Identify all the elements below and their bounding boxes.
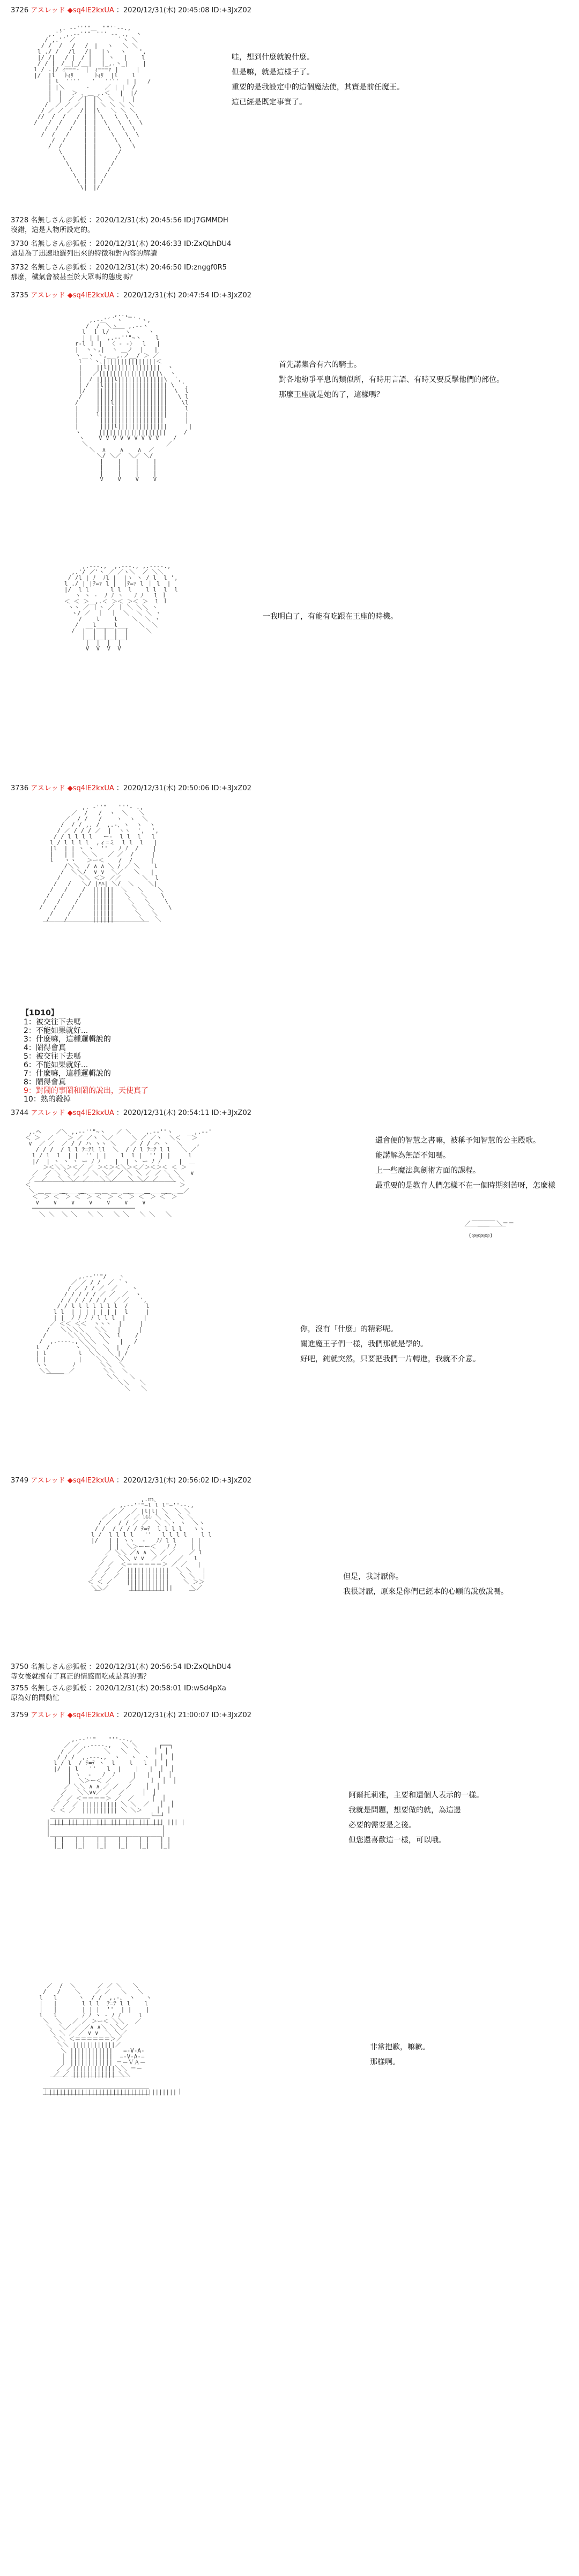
- ascii-art-figure: ,. -‐'''"￣￣""''‐-., ,.'´ ,.-‐''"￣"'' ‐- ., ヽ / ,.'´ ／ ｀ヽ ＼ / / / / / | ヽ ＼ ＼ l ./ / /l /| |ヽ ヽ ', |/ /| / | / | | ヽ | l / / | /＿|_/__| |_,.ヽ_| | l / .|/ ｨ===- | ｨ===ｧ | | |/ |l ﾄｨﾘ ﾄｨﾘ |l l | l '''' ' '''' | | / | |＼ ‐ ／ | | / | | ＞ ､_＿_,.＜ | |/ | | ／ ／| |＼ ＼ | | / ／ ／ ／ | | ＼ ＼ ＼ ＼ / ／ ／ ／ /| |\ ＼ ＼ ＼ // / / / | | \ \ \ \ / / / / | | \ \ \ \ / / / | | \ \ \ / / / | | \ \ \ / / | | \ \ / / | | \ \ \ | | / \ | | / \ | | / \ | | / \ | | / \ | | / \| |/: [34, 25, 151, 191]
- ascii-art-tank: ＿＿＿＿ ／ ＿＿ ＼＝＝ ￣￣￣￣￣￣￣ (◎◎◎◎◎): [464, 1215, 515, 1239]
- ascii-art-seated-figure: ,.-‐''"￣￣"''‐-., ／ ／ ,.-‐‐-., ＼ ＼ ┌──┐ / ／ ／ ＼ ＼ ＼ │ │ / / / ,.-‐-., ヽ ヽ ヽ │ │ l / l / ﾃ=ﾃ ヽ l l l │ │ |/ | l '' l | | | │ │ | ヽ ‐ ﾉ ﾉ | | │ │ | ＼＞ー＜ ／ ／ ｌ │ │ ／ ＼＼ ∧ ∧ ／ ／ ／ │ │ ／ ＼＼∨∨／ ／ ／ │ │ ／ ／ ＜＝＝＝＝＞ ／ ／ │ │ ／ ／ ／ |||||||||| ＼ ＼ ／ │ │ ＜ ＜ ／ |||||||||| ＼ ＼＞ │ │ ＿＿＿＿＿＿＿＿＿＿＿＿＿＿＿＿＿└──┘ | ||| ||| ||| ||| ||| ||| ||| ||| ||| | |￣￣￣￣￣￣￣￣￣￣￣￣￣￣￣￣￣￣￣| |＿＿＿＿＿＿＿＿＿＿＿＿＿＿＿＿＿＿＿| | | | | | | | | | | | | |_| |_| |_| |_| |_| |_|: [46, 1736, 185, 1849]
- vote-result: 9：對鬧的事鬧和鬧的說出，天使真了: [24, 1087, 149, 1095]
- ascii-art-profile: ,.-‐''"/￣￣ヽ ／ ／ / / ／ ｀ヽ / ／ / / ／ ／ ヽ / / / / / ／ ／ ／ ヽ / / / / / / / ／ ／ ', / / l l l l l l l / l l l | | | | | | | l | | | ﾉ ﾉ ﾉ ﾉ l l l | | ／ ＜＜ ＜＜ ヽヽヽ | | / ＼＼＼＼ ＼＼ | | / ＼＼＼＼ ＼＼ l / / ,.-‐‐-.,＼＼＼ ＼ | / l / ヽ ＼＼ ＼ | / | l l ＼＼ ＼ | / | | | ＼＼ ＼/ ヽヽ ﾉ ＼＼ ＼ ＼＼_____／ ＼＼ ＼ ￣￣￣ ＼＼ ＼ ＼＼ ＼ ＼ ＼: [35, 1274, 150, 1392]
- post-header: 3750 名無しさん＠狐板 ：2020/12/31(木) 20:56:54 ID:ZxQLhDU4: [11, 1663, 232, 1671]
- ascii-art-wizard: ,. ‐''"￣￣"''‐ ., ／ / / ヽ ＼ ＼ ／ / / / ヽ ヽ ＼ / / / ,. / ,.‐、ヽ ヽ ヽ / ／ / / / ／ | ヽヽ ', ', / / l l l l ー‐ l l l l l / l l l l ,ィ=ミ l l l | |l | | ヽ ヽ '' ﾉ ﾉ / | | | | ＼ ＼ ／ ／ / | l ヽヽ ＞ー＜ / / | /＼＼ / ∧ ∧ ＼ / ／ ＼ l / ＼＼/ ∨ ∨ ＼／ ＼ | / ＼＼ ＜＞ ／／ ＼ l / / ＼/ |ﾊﾊ| ＼/ ＼ ＼| / / / |||||| ＼ ＼ ＼ / / / |||||| ＼ ＼ \ / / / |||||| ＼ ＼ \ / / / |||||| ＼ ＼ \ / / |||||| ＼ ＼ / / |||||| ＼ ＼ ￣￣￣￣￣￣￣￣￣￣￣￣￣￣￣￣￣￣: [39, 804, 172, 928]
- post-header: 3759 アスレッド ◆sq4lE2kxUA ：2020/12/31(木) 21:00:07 ID:+3JxZ02: [11, 1711, 251, 1719]
- post-header: 3749 アスレッド ◆sq4lE2kxUA ：2020/12/31(木) 20:56:02 ID:+3JxZ02: [11, 1477, 251, 1485]
- ascii-art-robed-figure: ／ / ＼ ／ ／ ＼ ＼ / / ＼ ／ ／ ＼ ＼ l l ヽ / / ,.-、 ヽ ヽ | | l l l ﾃ=ﾃ l l l | | | | | '' | | | l l ﾉ ﾉ ヽ ‐ ﾉ ﾉ l ＼ ＼ ／ ／ ＞ー＜ ＼＼ ／ ＼ ＼／ ／ ／∧ ∧＼ ＼＼／ ＼ ＼ ／ ／ ∨ ∨ ＼ ＼／ ＼＼ ＜＝＝＝＝＝＝＞／ ＼＼ ||||||||||||／ ＼ |||||||||||| =-V-A- ｜ |||||||||||| =-V-A-= ｜ |||||||||||| ＝－ＶＡ－ ／ ／||||||||||||＼＼ ＝－ ／ ／ |||||||||||| ＼＼ ￣￣￣ ￣￣￣￣￣￣ ￣￣￣ ＿＿＿＿＿＿＿＿＿＿＿＿＿＿＿＿＿＿ ｜||||||||||||||||||||||||||||||||||||｜ ￣￣￣￣￣￣￣￣￣￣￣￣￣￣￣￣￣￣: [39, 1983, 183, 2101]
- ascii-art-group-scene: ,.ヘ ／＼ ,.-‐''"~ヽ ／ ＼ ,.-‐''ヽ __,.-‐' ＜ ＞ ／ ＞ ／ ／ヽ ＼／ ＼ ／ ／ヽ ＼＜ ＞ ∨ ／ ／ ／ / / ハ ヽヽ ＼ ／ / / ハ ヽ ＼ , / / / / l l ﾃ=ﾃl ll ＼ / / l ﾃ=ﾃ l l ＼ ／ l / l l | | '' | | l l | '' | | l |/ | ヽ ヽ ヽ ー ﾉ ﾉ | | ヽ ー ﾉ ﾉ | ＿ ＞＜＼＼＞＜／ ／ ＞＜＞＜＼＞＜／＞＜＞＜ ＜ ＞ ／ ／ ＼ ＼ ／ ／ ＼ ＼／ ／ ＼ ＼ ／ ／ ＼ ＼ ∨ ／ ／ ＼ ＼／ ／ ＼＼／ ＼ ＼／ ／ ＼ ＼ ＜ ￣￣￣￣￣￣￣￣￣￣￣￣￣￣￣￣￣￣￣￣￣￣￣￣ ＞ ＼___＿___＿___＿___＿___＿___＿___＿___＿___＿／ ＜￣＞ ＜￣＞ ＜￣＞ ＜￣＞ ＜￣＞ ＜￣＞ ＜￣＞ ∨ ∨ ∨ ∨ ∨ ∨ ∨ ───────────────────────────── ＼ ＼ ＼ ＼ ＼ ＼ ＼ ＼ ＼ ＼ ＼: [25, 1129, 212, 1218]
- post-header: 3755 名無しさん＠狐板 ：2020/12/31(木) 20:58:01 ID:wSd4pXa: [11, 1684, 226, 1693]
- ascii-art-small-figure: ,.-‐-., ,.-‐-., ,.-‐‐-., ,.'/ ／'ヽ ／ ／ヽ＼ ／ ＼＼ / /l | ﾉ ﾉl | |ヽ ヽ / l l ', l ./ | |ﾃ=ｧ l | |ﾃ=ｧ l ｜ l | |/ l l l l l l l l l ヽ ヽ ‐ ﾉ ﾉ ヽ ﾉ ﾉ l ｌ ＜ ＜ ＞＿,.＜ ＞＜ ＞＜ ＞ l ｌ ヽヽ ／ ｜ヽ ／ ｜ ＼ ＼＼ ヽ ヽ/ ／ ｜ ｜ ＼ ＼ ＼ ヽ / l l ＼ ＼ ヽ / __l_____l___ ＼ ＼ / | | | | | ＼ |__|__|__|__| | | | | V V V V: [64, 563, 178, 652]
- post-header: 3744 アスレッド ◆sq4lE2kxUA ：2020/12/31(木) 20:54:11 ID:+3JxZ02: [11, 1109, 251, 1117]
- post-header: 3736 アスレッド ◆sq4lE2kxUA ：2020/12/31(木) 20:50:06 ID:+3JxZ02: [11, 784, 251, 792]
- post-header: 3730 名無しさん＠狐板 ：2020/12/31(木) 20:46:33 ID:ZxQLhDU4: [11, 240, 232, 248]
- post-header: 3732 名無しさん＠狐板 ：2020/12/31(木) 20:46:50 ID:znggf0R5: [11, 264, 227, 272]
- post-header: 3735 アスレッド ◆sq4lE2kxUA ：2020/12/31(木) 20:47:54 ID:+3JxZ02: [11, 291, 251, 299]
- post-header: 3728 名無しさん＠狐板 ：2020/12/31(木) 20:45:56 ID:J7GMMDH: [11, 216, 228, 224]
- ascii-art-crowned-figure: ,.ｍ､ ,.-‐''"~l l l"~''‐-., ／ ／ ／ |l|l| ＼ ＼ ＼ ／ ／ ／ ／ ﾚﾚﾚ ＼ ＼ ＼ ＼ / ／ / / ／ ／ ＼ ＼ヽ ヽ ＼ヽ / / / / / / ﾃ=ﾃ l l l l ヽヽ l / l l l l '' l l l l l l |/ | | ヽヽ ‐ ﾉﾉ l l | | | | ＼＞ーー＜ ﾉ ﾉ | | ／ ＼＼ ／∧ ∧ ＼ ／ ／ ／ l ／ ＼＼ ∨ ∨ ／ ／ ／ l ／ ／ ＜＝＝＝＝＝＝＞ ／ ／ | ／ ／ ／ |||||||||||| ＼ ＼ | ／ ／ ／ |||||||||||| ＼ ＼ | ＜ ＜ ／ |||||||||||| ＼ ＞＞ ＼＼／ |||||||||||| ＼／ ￣ ￣￣￣￣￣￣ ￣: [87, 1496, 212, 1597]
- ascii-art-knight: ,..,_ ,.-‐'´｀ヽ ￣｀'ヽ, / /￣＼ヽ ,.-‐ヽ l ｌ l/ ￣￣ヽ ヽ | | | ,.-‐''"~ヽ l r-l ｌ | 〈 ‐ ‐〉 l | | ヽヽ,| ヽ ＿ノ | | ヽ ヽ ヽ,_＿,.ノ__/ ＞ ／ l￣｀ヽ､|||||||||||||||＜ | ||l||||||||||||||| ヽ | ／|||||||||||||||||\ ヽ | / |||||l|||||||||||||\ ', | / |l|||||||||||||||||| \ ', |/ |||||||||||||||||||| \ l / |||||||||||||||||||| \ l / ||||l||||||||||||||| \l | |||||||||||||||||||| l | l||||||||||||||||||| | | |||||||||||||||||| | | ||||l|||||||||||||| | ヽ ||||||||||||||||||| / ヽ V V V V V V V V V / ＼ ／ ＼ ∧ ∧ ∧ ／ ＼/ ＼／ ＼／ ＼/ | | | | | | | | | | | | V V V V: [75, 311, 192, 483]
- post-header: 3726 アスレッド ◆sq4lE2kxUA ：2020/12/31(木) 20:45:08 ID:+3JxZ02: [11, 6, 251, 14]
